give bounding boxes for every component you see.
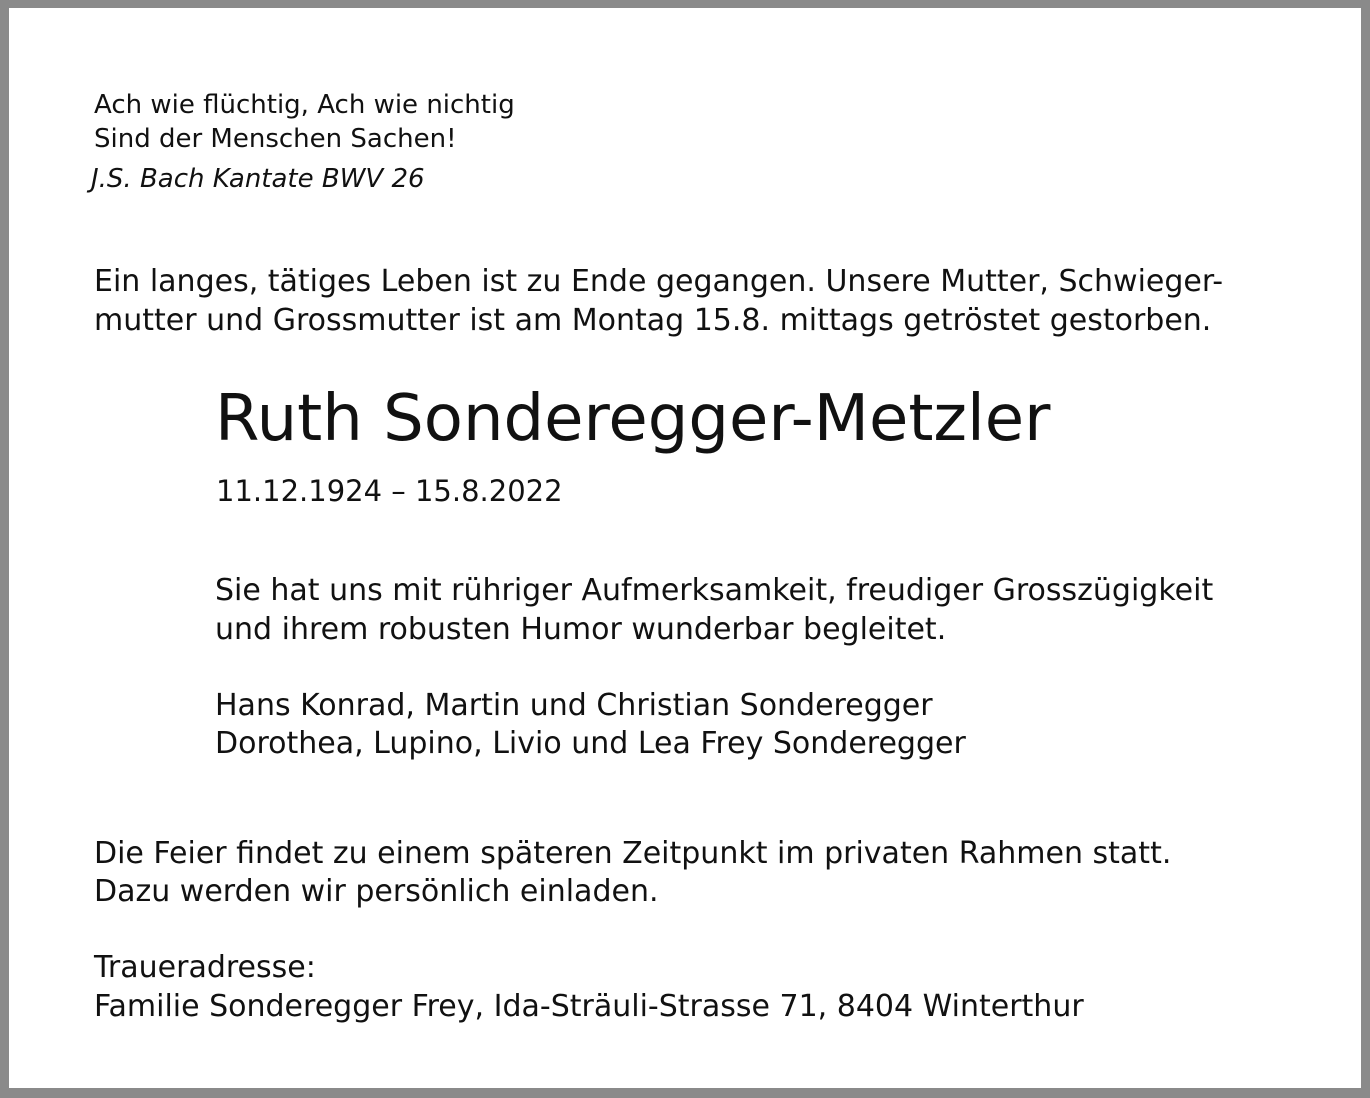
intro-line-2: mutter und Grossmutter ist am Montag 15.8. mittags getröstet gestorben. bbox=[94, 303, 1212, 338]
address-label: Traueradresse: bbox=[94, 950, 316, 985]
ceremony-line-1: Die Feier findet zu einem späteren Zeitpunkt im privaten Rahmen statt. bbox=[94, 836, 1172, 871]
ceremony-line-2: Dazu werden wir persönlich einladen. bbox=[94, 874, 659, 909]
obituary-notice bbox=[9, 8, 1361, 1088]
motto-line-2: Sind der Menschen Sachen! bbox=[94, 124, 457, 154]
address-value: Familie Sonderegger Frey, Ida-Sträuli-Strasse 71, 8404 Winterthur bbox=[94, 989, 1084, 1024]
mourners-line-1: Hans Konrad, Martin und Christian Sonderegger bbox=[215, 688, 933, 723]
deceased-name: Ruth Sonderegger-Metzler bbox=[215, 382, 1051, 456]
motto-line-1: Ach wie flüchtig, Ach wie nichtig bbox=[94, 90, 515, 120]
motto-source: J.S. Bach Kantate BWV 26 bbox=[91, 164, 425, 194]
tribute-line-1: Sie hat uns mit rühriger Aufmerksamkeit, freudiger Grosszügigkeit bbox=[215, 573, 1214, 608]
life-dates: 11.12.1924 – 15.8.2022 bbox=[216, 474, 563, 508]
mourners-line-2: Dorothea, Lupino, Livio und Lea Frey Sonderegger bbox=[215, 726, 966, 761]
intro-line-1: Ein langes, tätiges Leben ist zu Ende gegangen. Unsere Mutter, Schwieger- bbox=[94, 264, 1224, 299]
tribute-line-2: und ihrem robusten Humor wunderbar begleitet. bbox=[215, 612, 947, 647]
